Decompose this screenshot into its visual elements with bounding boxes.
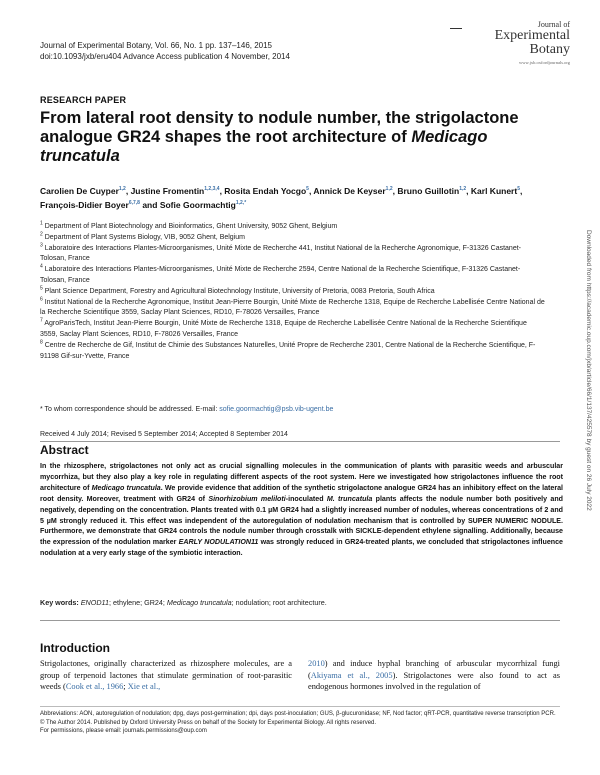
journal-citation	[40, 40, 290, 62]
footer-divider	[40, 706, 560, 707]
correspondence-prefix: * To whom correspondence should be addressed. E-mail:	[40, 406, 220, 413]
citation-link[interactable]: Akiyama et al., 2005	[310, 670, 393, 680]
keywords-label: Key words:	[40, 598, 81, 607]
affiliation: $^1$ Department of Plant Biotechnology and Bioinformatics, Ghent University, 9052 Ghent, Belgium	[40, 220, 338, 230]
article-title-species: Medicago truncatula	[40, 128, 488, 165]
affiliation: $^5$ Plant Science Department, Forestry and Agricultural Biotechnology Institute, University of Pretoria, 0083 Pretoria, South Africa	[40, 285, 435, 295]
page-footer	[40, 710, 560, 736]
download-watermark	[582, 230, 594, 610]
correspondence-email-link[interactable]: sofie.goormachtig@psb.vib-ugent.be	[219, 406, 334, 413]
abstract-text: In the rhizosphere, strigolactones not only act as crucial signalling molecules in the communication of plants with parasitic weeds and arbuscular mycorrhiza, but they also play a key role in regulating different aspects of the root system. Here we investigated how strigolactones influence the root architecture of Medicago truncatula. We provide evidence that addition of the synthetic strigolactone analogue GR24 has an inhibitory effect on the lateral root density. Moreover, treatment with GR24 of Sinorhizobium meliloti-inoculated M. truncatula plants affects the nodule number both positively and negatively, depending on the concentration. Plants treated with 0.1 µM GR24 had a slightly increased number of nodules, whereas concentrations of 2 and 5 µM strongly reduced it. This effect was independent of the autoregulation of nodulation mechanism that is controlled by SUPER NUMERIC NODULE. Furthermore, we demonstrate that GR24 controls the nodule number through crosstalk with SICKLE-dependent ethylene signalling. Additionally, because the expression of the nodulation marker EARLY NODULATION11 was strongly reduced in GR24-treated plants, we concluded that strigolactones influence nodulation at a very early stage of the symbiotic interaction.	[40, 462, 563, 558]
author[interactable]: Carolien De Cuyper$^{1,2}$	[40, 186, 126, 196]
citation-link[interactable]: 2010	[308, 659, 325, 668]
author[interactable]: Annick De Keyser$^{1,2}$	[313, 186, 393, 196]
abstract-heading: Abstract	[40, 443, 89, 457]
received-dates: Received 4 July 2014; Revised 5 September 2014; Accepted 8 September 2014	[40, 431, 288, 438]
affiliation: $^6$ Institut National de la Recherche Agronomique, Institut Jean-Pierre Bourgin, Unité Mixte de Recherche 1318, Equipe de Recherche Labellisée Centre National de la Recherche Scientifique 3559, Saclay Plant Sciences, RD10, F-78026 Versailles, France	[40, 296, 545, 317]
logo-url: www.jxb.oxfordjournals.org	[519, 60, 570, 65]
author[interactable]: Sofie Goormachtig$^{1,2,*}$	[159, 200, 247, 210]
logo-botany: Botany	[529, 42, 570, 57]
download-watermark-text: Downloaded from https://academic.oup.com/jxb/article/66/1/137/425578 by guest on 26 July 2022	[585, 230, 592, 511]
author[interactable]: Bruno Guillotin$^{1,2}$	[397, 186, 467, 196]
affiliation: $^2$ Department of Plant Systems Biology, VIB, 9052 Ghent, Belgium	[40, 231, 245, 241]
divider	[40, 441, 560, 442]
abbreviations: Abbreviations: AON, autoregulation of nodulation; dpg, days post-germination; dpi, days post-inoculation; GUS, β-glucuronidase; NF, Nod factor; qRT-PCR, quantitative reverse transcription PCR.	[40, 711, 556, 717]
author[interactable]: Rosita Endah Yocgo$^5$	[224, 186, 309, 196]
author[interactable]: Justine Fromentin$^{1,2,3,4}$	[130, 186, 220, 196]
affiliation: $^8$ Centre de Recherche de Gif, Institut de Chimie des Substances Naturelles, Unité Propre de Recherche 2301, Centre National de la Recherche Scientifique, F-91198 Gif-sur-Yvette, France	[40, 339, 536, 360]
affiliation: $^3$ Laboratoire des Interactions Plantes-Microorganismes, Unité Mixte de Recherche 441, Institut National de la Recherche Agronomique, F-31326 Castanet-Tolosan, France	[40, 242, 521, 263]
journal-citation-line1: Journal of Experimental Botany, Vol. 66, No. 1 pp. 137–146, 2015	[40, 41, 273, 50]
author[interactable]: François-Didier Boyer$^{6,7,8}$	[40, 200, 140, 210]
article-title	[40, 109, 560, 166]
author-list: Carolien De Cuyper$^{1,2}$, Justine Fromentin$^{1,2,3,4}$, Rosita Endah Yocgo$^5$, Annick De Keyser$^{1,2}$, Bruno Guillotin$^{1,2}$, Karl Kunert$^5$, François-Didier Boyer$^{6,7,8}$ and Sofie Goormachtig$^{1,2,*}$	[40, 186, 523, 210]
intro-left-column: Strigolactones, originally characterized as rhizosphere molecules, are a group of terpenoid lactones that stimulate germination of root-parasitic weeds (Cook et al., 1966; Xie et al.,	[40, 659, 292, 692]
logo-journal-of: Journal of	[537, 20, 570, 29]
divider	[40, 620, 560, 621]
affiliation: $^7$ AgroParisTech, Institut Jean-Pierre Bourgin, Unité Mixte de Recherche 1318, Equipe de Recherche Labellisée Centre National de la Recherche Scientifique 3559, Saclay Plant Sciences, RD10, F-78026 Versailles, France	[40, 317, 527, 338]
article-title-main: From lateral root density to nodule number, the strigolactone analogue GR24 shapes the root architecture of	[40, 109, 519, 146]
logo-rule	[450, 28, 462, 29]
author[interactable]: Karl Kunert$^5$	[470, 186, 520, 196]
copyright: © The Author 2014. Published by Oxford University Press on behalf of the Society for Experimental Biology. All rights reserved.	[40, 719, 377, 726]
keywords: Key words: ENOD11; ethylene; GR24; Medicago truncatula; nodulation; root architecture.	[40, 598, 327, 607]
article-type: RESEARCH PAPER	[40, 95, 127, 105]
journal-logo	[450, 20, 570, 90]
introduction-heading: Introduction	[40, 641, 110, 655]
logo-experimental: Experimental	[494, 28, 570, 43]
authors-and: and	[142, 200, 158, 210]
citation-link[interactable]: Cook et al., 1966	[65, 682, 124, 692]
affiliations	[40, 222, 545, 362]
affiliation: $^4$ Laboratoire des Interactions Plantes-Microorganismes, Unité Mixte de Recherche 2594, Centre National de la Recherche Scientifique, F-31326 Castanet-Tolosan, France	[40, 263, 521, 284]
permissions: For permissions, please email: journals.permissions@oup.com	[40, 728, 207, 735]
citation-link[interactable]: Xie et al.,	[127, 682, 161, 692]
intro-right-column: 2010) and induce hyphal branching of arbuscular mycorrhizal fungi (Akiyama et al., 2005). Strigolactones were also found to act as endogenous hormones involved in the regulation of	[308, 659, 560, 692]
journal-citation-line2: doi:10.1093/jxb/eru404 Advance Access publication 4 November, 2014	[40, 52, 290, 61]
correspondence	[40, 406, 333, 413]
